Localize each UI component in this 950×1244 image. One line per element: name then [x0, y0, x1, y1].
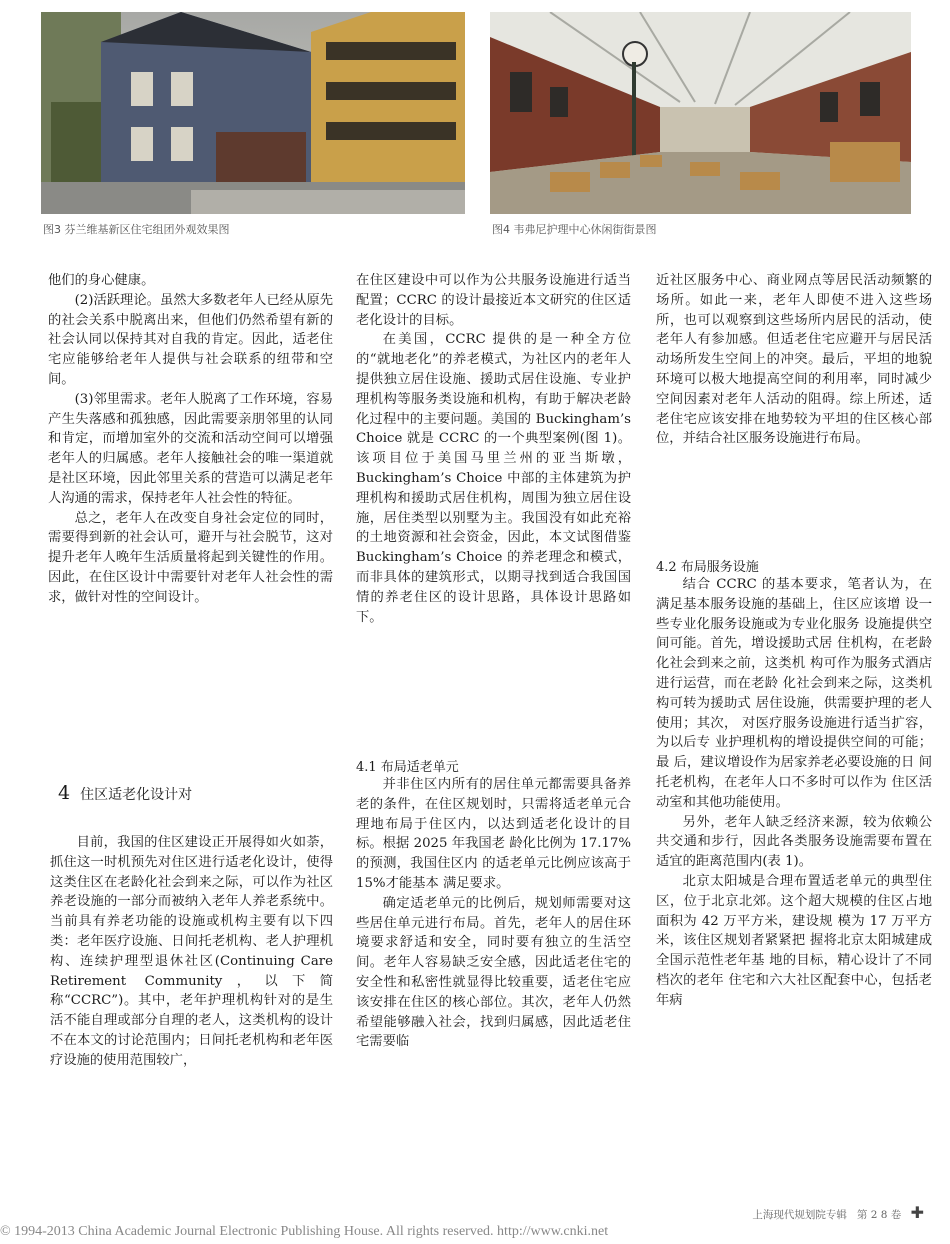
section-4-heading	[58, 782, 192, 804]
section-title: 住区适老化设计对	[80, 787, 193, 803]
paragraph: 并非住区内所有的居住单元都需要具备养老的条件，在住区规划时，只需将适老单元合理地布局于住区内，以达到适老化设计的目标。根据 2025 年我国老 龄化比例为 17.17%的预测，我国住区内 的适老单元比例应该高于 15%才能基本 满足要求。	[356, 777, 631, 891]
paragraph: 总之，老年人在改变自身社会定位的同时，需要得到新的社会认可，避开与社会脱节，这对提升老年人晚年生活质量将起到关键性的作用。因此，在住区设计中需要针对老年人社会性的需求，做针对性的空间设计。	[48, 510, 333, 605]
left-column-bottom	[50, 833, 333, 1071]
paragraph: 在美国，CCRC 提供的是一种全方位的“就地老化”的养老模式，为社区内的老年人提供独立居住设施、援助式居住设施、专业护理机构等服务类设施和机构，有助于解决老龄化过程中的主要问题。美国的 Buckingham’s Choice 就是 CCRC 的一个典型案例(图 1)。该项目位于美国马里兰州的亚当斯墩，Buckingham’s Choice 中部的主体建筑为护理机构和援助式居住机构，周围为独立居住设施，居住类型以别墅为主。我国没有如此充裕的土地资源和社会资金，因此，本文试图借鉴 Buckingham’s Choice 的养老理念和模式，而非具体的建筑形式，以期寻找到适合我国国情的养老住区的设计思路，具体设计思路如下。	[356, 332, 631, 625]
section-4-2-heading: 4.2 布局服务设施	[656, 560, 759, 575]
figure-4-photo	[490, 12, 911, 214]
middle-column-bottom	[356, 775, 631, 1052]
right-column-bottom	[656, 575, 932, 1011]
volume-label: 第 2 8 卷	[856, 1209, 902, 1221]
paragraph: 确定适老单元的比例后，规划师需要对这些居住单元进行布局。首先，老年人的居住环境要求舒适和安全，同时要有独立的生活空间。老年人容易缺乏安全感，因此适老住宅的安全性和私密性就显得比较重要，适老住宅应该安排在住区的核心部位。其次，老年人仍然希望能够融入社会，找到归属感，因此适老住宅需要临	[356, 895, 631, 1050]
section-number: 4	[58, 782, 71, 804]
paragraph: 另外，老年人缺乏经济来源，较为依赖公共交通和步行，因此各类服务设施需要布置在适宜的距离范围内(表 1)。	[656, 814, 932, 870]
paragraph: (3)邻里需求。老年人脱离了工作环境，容易产生失落感和孤独感，因此需要亲朋邻里的认同和肯定，而增加室外的交流和活动空间可以增强老年人的归属感。老年人接触社会的唯一渠道就是社区环境，因此邻里关系的营造可以满足老年人沟通的需求，保持老年人社会性的特征。	[48, 391, 333, 506]
paragraph: 他们的身心健康。	[48, 273, 155, 288]
cross-mark-icon: ✚	[910, 1203, 924, 1222]
journal-name: 上海现代规划院专辑	[752, 1209, 847, 1221]
figure-3-photo	[41, 12, 465, 214]
page-footer	[752, 1203, 924, 1222]
right-column-top	[656, 271, 932, 449]
paragraph: 北京太阳城是合理布置适老单元的典型住区，位于北京北郊。这个超大规模的住区占地面积为 42 万平方米，建设规 模为 17 万平方米，该住区规划者紧紧把 握将北京太阳城建成全国示范性老年基 地的目标，精心设计了不同档次的老年 住宅和六大社区配套中心，包括老年病	[656, 873, 932, 1008]
left-column-top	[48, 271, 333, 608]
figure-3-caption: 图3 芬兰维基新区住宅组团外观效果图	[43, 223, 230, 236]
section-4-1-heading: 4.1 布局适老单元	[356, 760, 459, 775]
paragraph: (2)活跃理论。虽然大多数老年人已经从原先的社会关系中脱离出来，但他们仍然希望有新的社会认同以保持其对自我的肯定。因此，适老住宅应能够给老年人提供与社会联系的纽带和空间。	[48, 292, 333, 387]
paragraph: 结合 CCRC 的基本要求，笔者认为，在 满足基本服务设施的基础上，住区应该增 设一些专业化服务设施或为专业化服务 设施提供空间可能。首先，增设援助式居 住机构，在老龄化社会到来之前，这类机 构可作为服务式酒店进行运营，而在老龄 化社会到来之际，这类机构可转为援助式 居住设施，供需要护理的老人使用；其次， 对医疗服务设施进行适当扩容，为以后专 业护理机构的增设提供空间的可能；最 后，建议增设作为居家养老必要设施的日 间托老机构，在老年人口不多时可以作为 住区活动室和其他功能使用。	[656, 577, 932, 810]
paragraph: 在住区建设中可以作为公共服务设施进行适当配置；CCRC 的设计最接近本文研究的住区适老化设计的目标。	[356, 273, 631, 328]
paragraph: 目前，我国的住区建设正开展得如火如荼，抓住这一时机预先对住区进行适老化设计，使得这类住区在老龄化社会到来之际，可以作为社区养老设施的一部分而被纳入老年人养老系统中。当前具有养老功能的设施或机构主要有以下四类：老年医疗设施、日间托老机构、老人护理机构、连续护理型退休社区(Continuing Care Retirement Community，以下简称“CCRC”)。其中，老年护理机构针对的是生活不能自理或部分自理的老人，这类机构的设计不在本文的讨论范围内；日间托老机构和老年医疗设施的使用范围较广，	[50, 835, 333, 1068]
figure-4-caption: 图4 韦弗尼护理中心休闲街街景图	[492, 223, 657, 236]
middle-column-top	[356, 271, 631, 627]
copyright-notice: © 1994-2013 China Academic Journal Electronic Publishing House. All rights reserved. http://www.cnki.net	[0, 1224, 609, 1239]
paragraph: 近社区服务中心、商业网点等居民活动频繁的场所。如此一来，老年人即使不进入这些场所，也可以观察到这些场所内居民的活动，使老年人有参加感。但适老住宅应避开与居民活动场所发生空间上的冲突。最后，平坦的地貌环境可以极大地提高空间的利用率，同时减少空间因素对老年人活动的阻碍。综上所述，适老住宅应该安排在地势较为平坦的住区核心部位，并结合社区服务设施进行布局。	[656, 273, 932, 447]
